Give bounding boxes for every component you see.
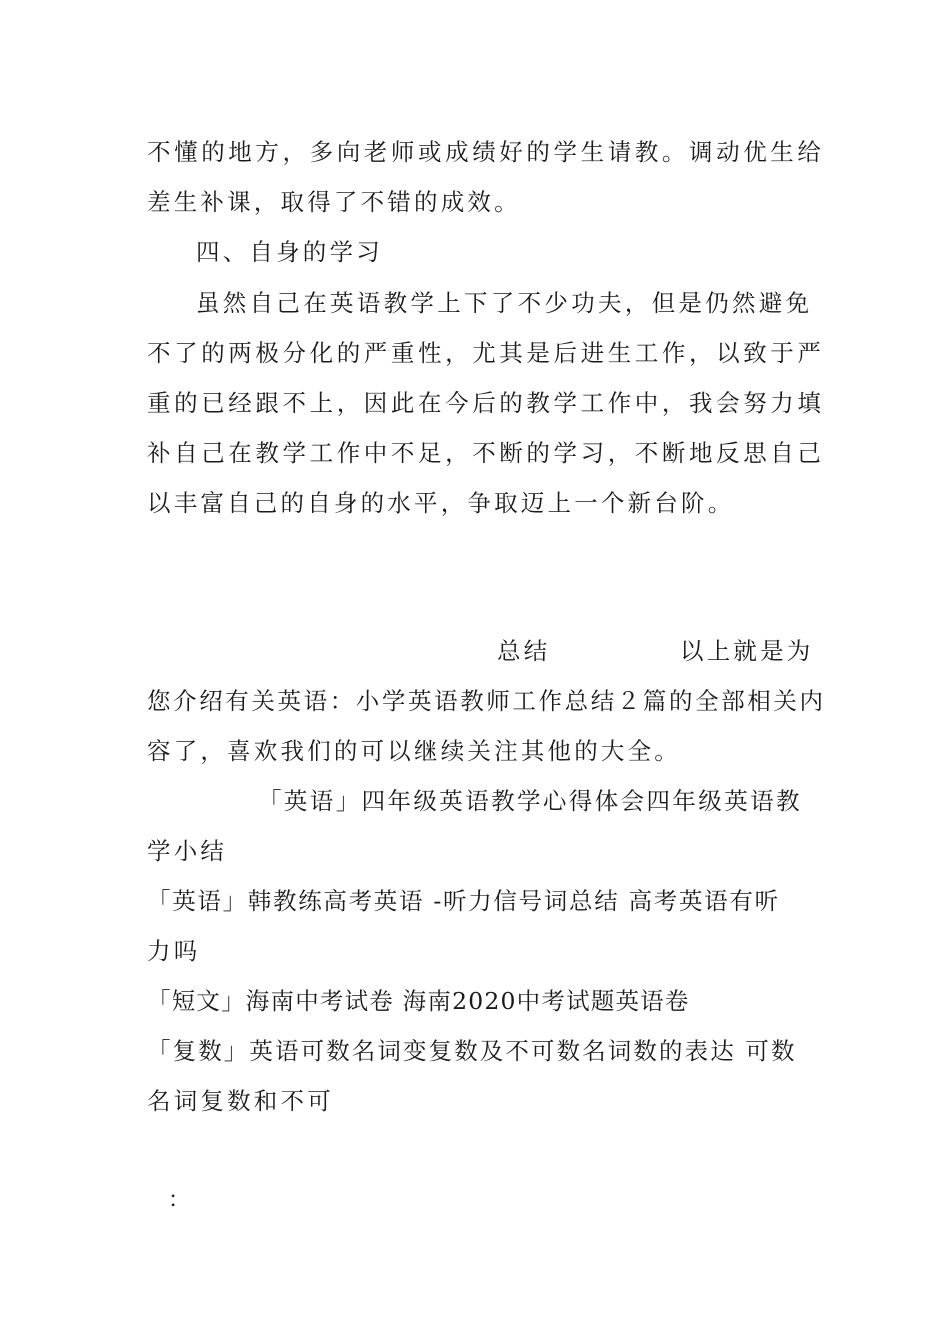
related-link-4[interactable]: 「复数」英语可数名词变复数及不可数名词数的表达 可数 xyxy=(147,1037,797,1065)
summary-line-2: 容了，喜欢我们的可以继续关注其他的大全。 xyxy=(147,737,681,765)
related-link-3[interactable]: 「短文」海南中考试卷 海南2020中考试题英语卷 xyxy=(147,987,690,1015)
summary-line-1: 您介绍有关英语：小学英语教师工作总结２篇的全部相关内 xyxy=(147,687,826,715)
summary-label: 总结 xyxy=(497,637,551,665)
body-line-1: 不懂的地方，多向老师或成绩好的学生请教。调动优生给 xyxy=(147,138,825,166)
body-line-4: 虽然自己在英语教学上下了不少功夫，但是仍然避免 xyxy=(196,289,813,317)
summary-lead: 以上就是为 xyxy=(680,637,814,665)
related-link-4-cont[interactable]: 名词复数和不可 xyxy=(147,1087,334,1115)
related-link-2[interactable]: 「英语」韩教练高考英语 -听力信号词总结 高考英语有听 xyxy=(147,887,780,915)
body-line-7: 补自己在教学工作中不足，不断的学习，不断地反思自己 xyxy=(147,439,825,467)
body-line-6: 重的已经跟不上，因此在今后的教学工作中，我会努力填 xyxy=(147,389,825,417)
body-line-8: 以丰富自己的自身的水平，争取迈上一个新台阶。 xyxy=(147,489,735,517)
related-link-1-cont[interactable]: 学小结 xyxy=(147,837,228,865)
body-line-5: 不了的两极分化的严重性，尤其是后进生工作，以致于严 xyxy=(147,339,825,367)
related-link-2-cont[interactable]: 力吗 xyxy=(147,937,201,965)
body-line-2: 差生补课，取得了不错的成效。 xyxy=(147,188,521,216)
trailing-colon: ： xyxy=(168,1188,191,1213)
related-link-1[interactable]: 「英语」四年级英语教学心得体会四年级英语教 xyxy=(258,787,802,815)
section-heading: 四、自身的学习 xyxy=(196,238,383,266)
